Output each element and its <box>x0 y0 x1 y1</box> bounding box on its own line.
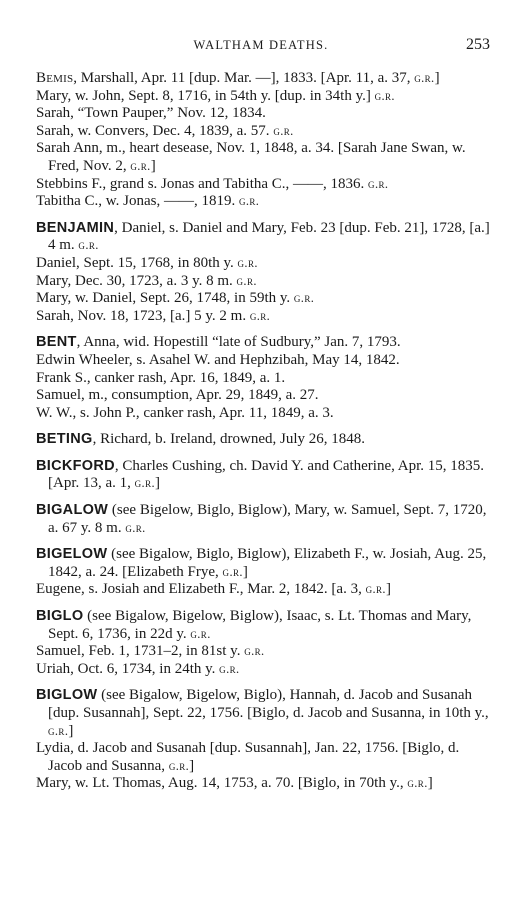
record-entry: BENT, Anna, wid. Hopestill “late of Sudbury,” Jan. 7, 1793. <box>36 334 401 351</box>
record-entry: Uriah, Oct. 6, 1734, in 24th y. g.r. <box>36 660 240 677</box>
death-records <box>36 70 494 793</box>
record-entry: Lydia, d. Jacob and Susanah [dup. Susannah], Jan. 22, 1756. [Biglo, d. Jacob and Susanna, g.r.] <box>36 740 460 774</box>
record-entry: W. W., s. John P., canker rash, Apr. 11, 1849, a. 3. <box>36 404 334 421</box>
source-abbrev: g.r. <box>273 123 294 138</box>
running-head <box>0 36 522 56</box>
source-abbrev: g.r. <box>134 476 156 491</box>
surname-block-biglow <box>36 687 494 793</box>
source-abbrev: g.r. <box>125 520 146 535</box>
record-entry: BIGLO (see Bigalow, Bigelow, Biglow), Isaac, s. Lt. Thomas and Mary, Sept. 6, 1736, in 22d y. g.r. <box>36 608 472 642</box>
surname-heading: BENJAMIN <box>36 219 115 236</box>
record-entry: Sarah, “Town Pauper,” Nov. 12, 1834. <box>36 105 266 122</box>
record-entry: BICKFORD, Charles Cushing, ch. David Y. and Catherine, Apr. 15, 1835. [Apr. 13, a. 1, g.r.] <box>36 457 485 492</box>
page-number: 253 <box>466 36 490 53</box>
source-abbrev: g.r. <box>368 176 389 191</box>
source-abbrev: g.r. <box>222 564 243 579</box>
record-entry: Tabitha C., w. Jonas, ——, 1819. g.r. <box>36 193 260 210</box>
record-entry: Bemis, Marshall, Apr. 11 [dup. Mar. —], 1833. [Apr. 11, a. 37, g.r.] <box>36 70 440 86</box>
surname-block-bigalow <box>36 502 494 537</box>
surname-heading: BIGLOW <box>36 687 98 704</box>
record-entry: Samuel, Feb. 1, 1731–2, in 81st y. g.r. <box>36 643 265 660</box>
record-entry: Stebbins F., grand s. Jonas and Tabitha C., ——, 1836. g.r. <box>36 175 389 192</box>
surname-heading: BIGALOW <box>36 502 109 519</box>
record-entry: Sarah, Nov. 18, 1723, [a.] 5 y. 2 m. g.r. <box>36 307 271 324</box>
source-abbrev: g.r. <box>293 291 315 306</box>
source-abbrev: g.r. <box>237 255 258 270</box>
source-abbrev: g.r. <box>236 273 257 288</box>
source-abbrev: g.r. <box>407 776 428 791</box>
surname-heading: BETING <box>36 431 93 448</box>
surname-block-bent <box>36 334 494 422</box>
record-entry: Edwin Wheeler, s. Asahel W. and Hephzibah, May 14, 1842. <box>36 351 400 368</box>
source-abbrev: g.r. <box>374 88 395 103</box>
surname-heading: BICKFORD <box>36 457 115 474</box>
record-entry: Mary, Dec. 30, 1723, a. 3 y. 8 m. g.r. <box>36 272 257 289</box>
source-abbrev: g.r. <box>365 582 386 597</box>
record-entry: BIGELOW (see Bigalow, Biglo, Biglow), Elizabeth F., w. Josiah, Aug. 25, 1842, a. 24. [Elizabeth Frye, g.r.] <box>36 546 487 580</box>
record-entry: BETING, Richard, b. Ireland, drowned, July 26, 1848. <box>36 431 366 448</box>
record-entry: Samuel, m., consumption, Apr. 29, 1849, a. 27. <box>36 387 319 404</box>
record-entry: Sarah Ann, m., heart desease, Nov. 1, 1848, a. 34. [Sarah Jane Swan, w. Fred, Nov. 2, g.r.] <box>36 140 466 174</box>
source-abbrev: g.r. <box>249 308 271 323</box>
surname-block-bigelow <box>36 546 494 599</box>
source-abbrev: g.r. <box>244 644 265 659</box>
surname-heading: Bemis <box>36 70 74 86</box>
source-abbrev: g.r. <box>414 71 435 85</box>
surname-block-bickford <box>36 458 494 493</box>
record-entry: Mary, w. John, Sept. 8, 1716, in 54th y. [dup. in 34th y.] g.r. <box>36 87 395 104</box>
surname-heading: BENT <box>36 334 77 351</box>
record-entry: BIGALOW (see Bigelow, Biglo, Biglow), Mary, w. Samuel, Sept. 7, 1720, a. 67 y. 8 m. g.r. <box>36 502 487 536</box>
surname-heading: BIGELOW <box>36 546 108 563</box>
source-abbrev: g.r. <box>238 194 260 209</box>
surname-block-beting <box>36 431 494 449</box>
source-abbrev: g.r. <box>219 661 240 676</box>
source-abbrev: g.r. <box>190 626 211 641</box>
surname-block-biglo <box>36 608 494 678</box>
record-entry: Sarah, w. Convers, Dec. 4, 1839, a. 57. g.r. <box>36 122 294 139</box>
record-entry: BENJAMIN, Daniel, s. Daniel and Mary, Feb. 23 [dup. Feb. 21], 1728, [a.] 4 m. g.r. <box>36 219 490 254</box>
source-abbrev: g.r. <box>130 158 151 173</box>
record-entry: Frank S., canker rash, Apr. 16, 1849, a. 1. <box>36 369 286 386</box>
record-entry: Daniel, Sept. 15, 1768, in 80th y. g.r. <box>36 254 258 271</box>
surname-block-bemis <box>36 70 494 211</box>
source-abbrev: g.r. <box>78 238 99 253</box>
surname-block-benjamin <box>36 220 494 326</box>
source-abbrev: g.r. <box>168 758 190 773</box>
record-entry: Eugene, s. Josiah and Elizabeth F., Mar. 2, 1842. [a. 3, g.r.] <box>36 581 391 598</box>
record-entry: Mary, w. Lt. Thomas, Aug. 14, 1753, a. 70. [Biglo, in 70th y., g.r.] <box>36 775 433 792</box>
running-head-title: WALTHAM DEATHS. <box>193 38 329 52</box>
surname-heading: BIGLO <box>36 608 84 625</box>
source-abbrev: g.r. <box>48 723 69 738</box>
record-entry: Mary, w. Daniel, Sept. 26, 1748, in 59th y. g.r. <box>36 290 315 307</box>
record-entry: BIGLOW (see Bigalow, Bigelow, Biglo), Hannah, d. Jacob and Susanah [dup. Susannah], Sept. 22, 1756. [Biglo, d. Jacob and Susanna, in 10th y., g.r.] <box>36 687 489 739</box>
